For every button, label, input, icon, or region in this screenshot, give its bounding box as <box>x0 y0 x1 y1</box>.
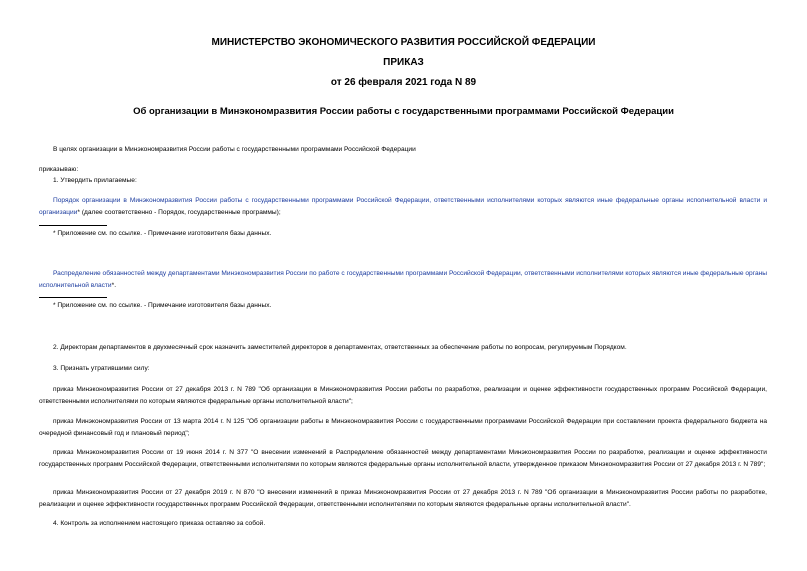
document-subject: Об организации в Минэкономразвития России работы с государственными программами Российской Федерации <box>133 106 674 117</box>
procedure-tail: * (далее соответственно - Порядок, государственные программы); <box>77 208 281 216</box>
item-2: 2. Директорам департаментов в двухмесячный срок назначить заместителей директоров в департаментах, ответственных за обеспечение работы по вопросам, регулируемым Порядком. <box>53 344 627 351</box>
footnote-divider <box>39 225 107 226</box>
ministry-heading: МИНИСТЕРСТВО ЭКОНОМИЧЕСКОГО РАЗВИТИЯ РОССИЙСКОЙ ФЕДЕРАЦИИ <box>211 37 596 48</box>
distribution-paragraph <box>39 268 767 291</box>
procedure-link[interactable]: Порядок организации в Минэкономразвития России работы с государственными программами Российской Федерации, ответственными исполнителями которых являются иные федеральные органы исполнительной власти и организации <box>39 197 767 216</box>
distribution-tail: *. <box>111 281 117 289</box>
approve-procedure-paragraph <box>39 195 767 218</box>
footnote-2: * Приложение см. по ссылке. - Примечание изготовителя базы данных. <box>53 302 272 309</box>
footnote-1: * Приложение см. по ссылке. - Примечание изготовителя базы данных. <box>53 230 272 237</box>
distribution-link[interactable]: Распределение обязанностей между департаментами Минэкономразвития России по работе с государственными программами Российской Федерации, ответственными исполнителями которых являются иные федеральные органы исполнительной власти <box>39 270 767 289</box>
order-word: приказываю: <box>39 166 79 173</box>
intro-paragraph: В целях организации в Минэкономразвития России работы с государственными программами Российской Федерации <box>53 146 416 153</box>
item-1: 1. Утвердить прилагаемые: <box>53 177 137 184</box>
item-4: 4. Контроль за исполнением настоящего приказа оставляю за собой. <box>53 520 266 527</box>
repeal-order-1: приказ Минэкономразвития России от 27 декабря 2013 г. N 789 "Об организации в Минэкономразвития России работы по разработке, реализации и оценке эффективности государственных программ Российской Федерации, ответственными исполнителями по которым являются федеральные органы исполнительной власти"; <box>39 386 767 405</box>
repeal-order-3: приказ Минэкономразвития России от 19 июня 2014 г. N 377 "О внесении изменений в Распределение обязанностей между департаментами Минэкономразвития России по разработке, реализации и оценке эффективности государственных программ Российской Федерации, ответственными исполнителями по которым являются федеральные органы исполнительной власти, утвержденное приказом Минэкономразвития России от 27 декабря 2013 г. N 789"; <box>39 449 767 468</box>
document-date: от 26 февраля 2021 года N 89 <box>330 77 477 88</box>
footnote-divider <box>39 297 107 298</box>
document-type: ПРИКАЗ <box>383 57 424 68</box>
repeal-order-4: приказ Минэкономразвития России от 27 декабря 2019 г. N 870 "О внесении изменений в приказ Минэкономразвития России от 27 декабря 2013 г. N 789 "Об организации в Минэкономразвития России работы по разработке, реализации и оценке эффективности государственных программ Российской Федерации, ответственными исполнителями по которым являются федеральные органы исполнительной власти". <box>39 489 767 508</box>
item-3: 3. Признать утратившими силу: <box>53 365 150 372</box>
repeal-order-2: приказ Минэкономразвития России от 13 марта 2014 г. N 125 "Об организации работы в Минэкономразвития России с государственными программами Российской Федерации при составлении проекта федерального бюджета на очередной финансовый год и плановый период"; <box>39 418 767 437</box>
